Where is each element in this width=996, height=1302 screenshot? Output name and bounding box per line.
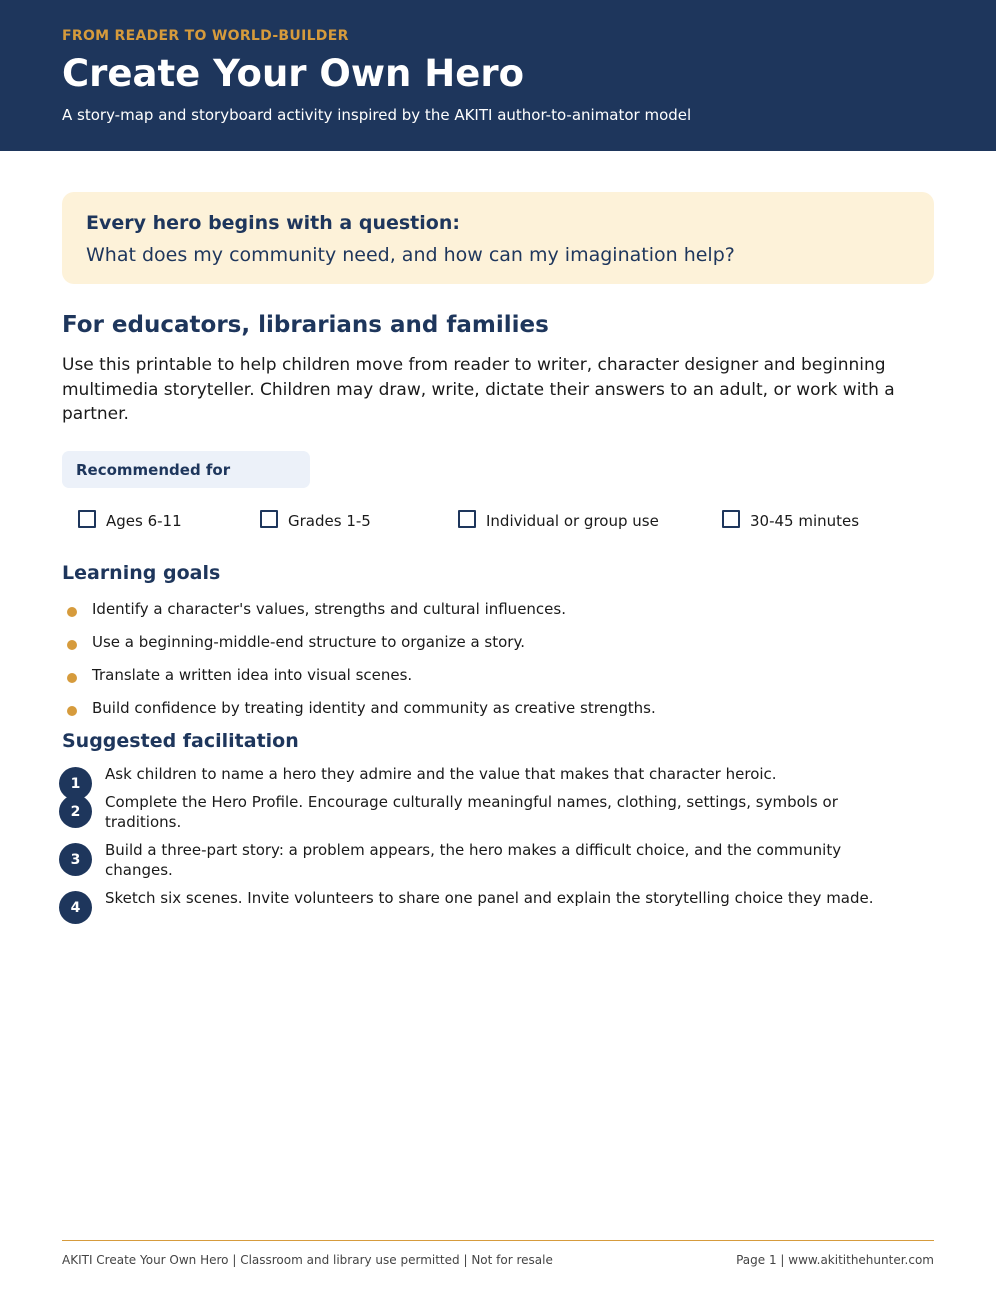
educators-heading: For educators, librarians and families: [62, 312, 549, 338]
footer-page-info: Page 1 | www.akitithehunter.com: [736, 1253, 934, 1267]
goal-text: Identify a character's values, strengths and cultural influences.: [92, 600, 566, 618]
step-number-badge: 4: [59, 891, 92, 924]
learning-goals-heading: Learning goals: [62, 562, 221, 584]
page-header: [0, 0, 996, 151]
footer-credit: AKITI Create Your Own Hero | Classroom and library use permitted | Not for resale: [62, 1253, 553, 1267]
step-text: Build a three-part story: a problem appears, the hero makes a difficult choice, and the community changes.: [105, 841, 842, 879]
checkbox-label: 30-45 minutes: [750, 512, 860, 530]
callout-text: What does my community need, and how can my imagination help?: [86, 244, 735, 266]
question-callout: [62, 192, 934, 284]
checkbox-label: Individual or group use: [486, 512, 659, 530]
goal-text: Build confidence by treating identity and community as creative strengths.: [92, 699, 656, 717]
checkbox-square[interactable]: [458, 510, 476, 528]
page-title: Create Your Own Hero: [62, 52, 524, 95]
recommended-label-box: [62, 451, 310, 488]
bullet-dot: [67, 706, 77, 716]
checkbox-label: Grades 1-5: [288, 512, 371, 530]
callout-title: Every hero begins with a question:: [86, 212, 460, 234]
goal-text: Use a beginning-middle-end structure to organize a story.: [92, 633, 525, 651]
checkbox-label: Ages 6-11: [106, 512, 182, 530]
facilitation-heading: Suggested facilitation: [62, 730, 299, 752]
checkbox-ages[interactable]: [78, 510, 182, 528]
educators-intro: Use this printable to help children move from reader to writer, character designer and beginning multimedia storyteller. Children may draw, write, dictate their answers to an adult, or work with a partner.: [62, 355, 895, 424]
step-text: Ask children to name a hero they admire and the value that makes that character heroic.: [105, 765, 777, 783]
step-number-badge: 1: [59, 767, 92, 800]
checkbox-square[interactable]: [260, 510, 278, 528]
step-number-badge: 3: [59, 843, 92, 876]
checkbox-duration[interactable]: [722, 510, 859, 528]
step-text: Complete the Hero Profile. Encourage culturally meaningful names, clothing, settings, symbols or traditions.: [105, 793, 838, 831]
page-subtitle: A story-map and storyboard activity inspired by the AKITI author-to-animator model: [62, 106, 692, 124]
bullet-dot: [67, 673, 77, 683]
goal-text: Translate a written idea into visual scenes.: [92, 666, 413, 684]
footer-divider: [62, 1240, 934, 1241]
step-text: Sketch six scenes. Invite volunteers to share one panel and explain the storytelling choice they made.: [105, 889, 874, 907]
bullet-dot: [67, 607, 77, 617]
header-eyebrow: FROM READER TO WORLD-BUILDER: [62, 28, 349, 44]
bullet-dot: [67, 640, 77, 650]
checkbox-grades[interactable]: [260, 510, 371, 528]
checkbox-square[interactable]: [78, 510, 96, 528]
step-number-badge: 2: [59, 795, 92, 828]
recommended-label: Recommended for: [76, 461, 231, 479]
checkbox-square[interactable]: [722, 510, 740, 528]
checkbox-group-use[interactable]: [458, 510, 659, 528]
